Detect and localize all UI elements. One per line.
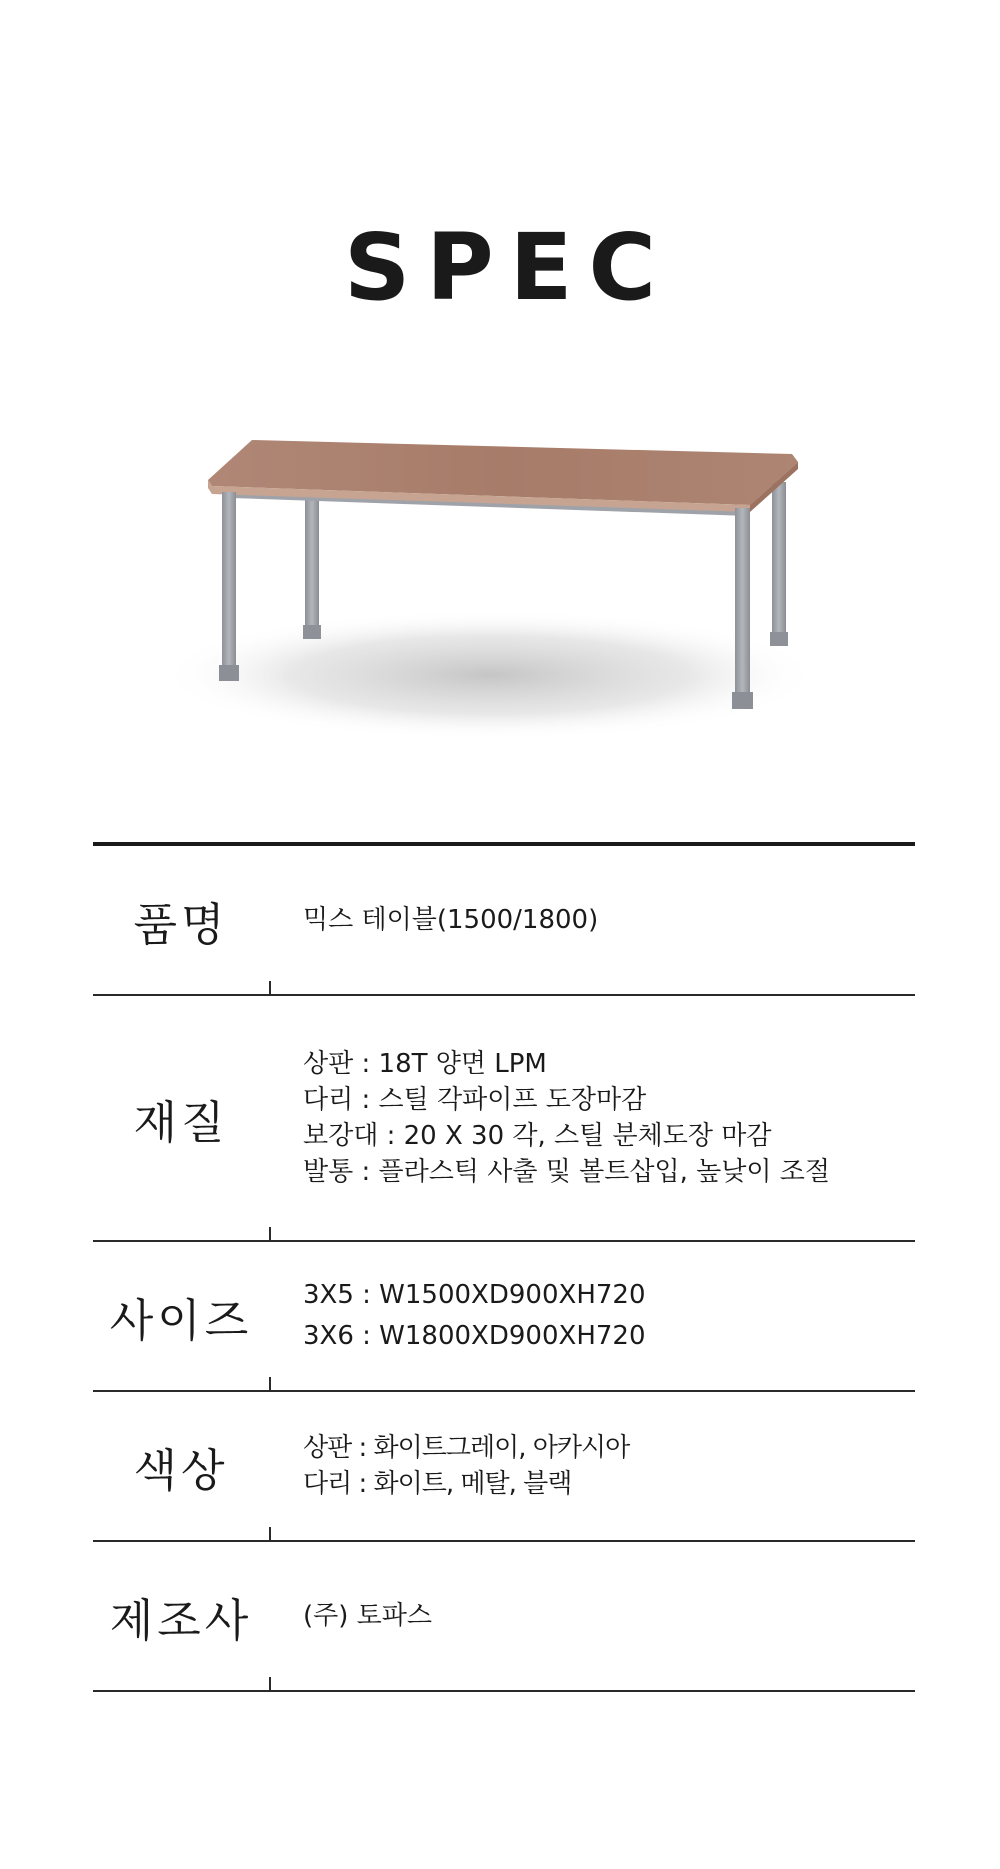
spec-value-maker bbox=[303, 1542, 915, 1690]
spec-label-material: 재질 bbox=[133, 1095, 229, 1149]
spec-label-maker: 제조사 bbox=[109, 1593, 253, 1647]
spec-label-name: 품명 bbox=[133, 897, 229, 951]
row-divider-tick bbox=[269, 1227, 271, 1240]
row-divider-tick bbox=[269, 981, 271, 994]
table-product-image bbox=[150, 420, 830, 760]
spec-value-line: 3X5 : W1500XD900XH720 bbox=[303, 1280, 646, 1310]
row-divider-tick bbox=[269, 1677, 271, 1690]
spec-row-size bbox=[93, 1242, 915, 1392]
spec-label-size: 사이즈 bbox=[109, 1293, 253, 1347]
spec-value-line: 믹스 테이블(1500/1800) bbox=[303, 905, 599, 935]
spec-value-name bbox=[303, 846, 915, 994]
spec-row-name bbox=[93, 846, 915, 996]
row-divider-tick bbox=[269, 1377, 271, 1390]
spec-value-line: (주) 토파스 bbox=[303, 1601, 433, 1631]
spec-value-color bbox=[303, 1392, 915, 1540]
spec-row-material bbox=[93, 996, 915, 1242]
spec-value-line: 상판 : 화이트그레이, 아카시아 bbox=[303, 1433, 630, 1463]
row-divider-tick bbox=[269, 1527, 271, 1540]
spec-value-line: 보강대 : 20 X 30 각, 스틸 분체도장 마감 bbox=[303, 1121, 772, 1151]
spec-table bbox=[93, 842, 915, 1692]
spec-value-line: 다리 : 스틸 각파이프 도장마감 bbox=[303, 1085, 647, 1115]
spec-label-color: 색상 bbox=[133, 1443, 229, 1497]
spec-value-line: 3X6 : W1800XD900XH720 bbox=[303, 1321, 646, 1351]
spec-row-maker bbox=[93, 1542, 915, 1692]
spec-value-line: 발통 : 플라스틱 사출 및 볼트삽입, 높낮이 조절 bbox=[303, 1157, 830, 1187]
spec-title: SPEC bbox=[343, 214, 673, 321]
spec-value-line: 상판 : 18T 양면 LPM bbox=[303, 1049, 547, 1079]
spec-value-size bbox=[303, 1242, 915, 1390]
spec-row-color bbox=[93, 1392, 915, 1542]
spec-value-material bbox=[303, 996, 915, 1240]
spec-value-line: 다리 : 화이트, 메탈, 블랙 bbox=[303, 1469, 572, 1499]
